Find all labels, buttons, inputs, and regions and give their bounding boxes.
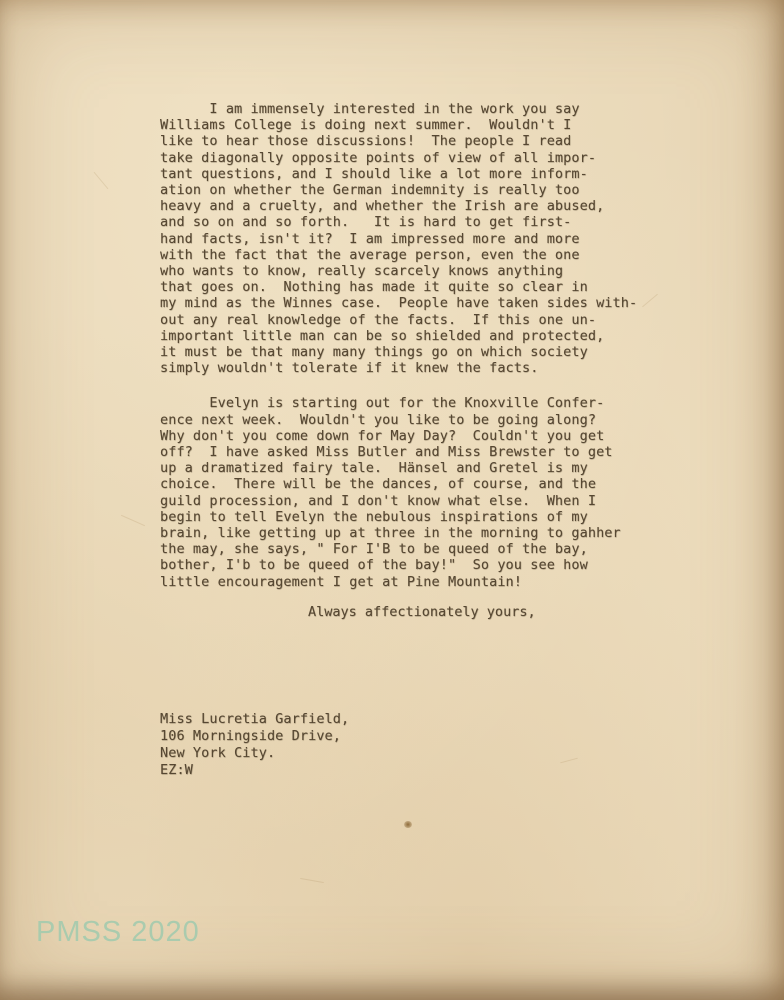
text-line: like to hear those discussions! The people I read bbox=[160, 133, 572, 150]
text-line: begin to tell Evelyn the nebulous inspirations of my bbox=[160, 508, 588, 525]
text-line: my mind as the Winnes case. People have taken sides with- bbox=[160, 295, 638, 312]
text-line: simply wouldn't tolerate if it knew the facts. bbox=[160, 360, 539, 377]
paper-fiber bbox=[300, 878, 324, 883]
text-line: Williams College is doing next summer. Wouldn't I bbox=[160, 117, 572, 134]
recipient-block bbox=[160, 711, 349, 779]
paragraph-2 bbox=[160, 395, 660, 589]
text-line: little encouragement I get at Pine Mountain! bbox=[160, 573, 523, 590]
closing-line: Always affectionately yours, bbox=[308, 603, 536, 620]
text-line: ation on whether the German indemnity is really too bbox=[160, 182, 580, 199]
text-line: out any real knowledge of the facts. If this one un- bbox=[160, 311, 597, 328]
paragraph-1 bbox=[160, 101, 660, 376]
text-line: bother, I'b to be queed of the bay!" So you see how bbox=[160, 557, 588, 574]
text-line: hand facts, isn't it? I am impressed more and more bbox=[160, 230, 580, 247]
text-line: it must be that many many things go on which society bbox=[160, 344, 588, 361]
text-line: New York City. bbox=[160, 745, 276, 761]
text-line: brain, like getting up at three in the morning to gahher bbox=[160, 525, 621, 542]
paper-fiber bbox=[94, 172, 109, 189]
text-line: heavy and a cruelty, and whether the Irish are abused, bbox=[160, 198, 605, 215]
text-line: and so on and so forth. It is hard to get first- bbox=[160, 214, 572, 231]
text-line: Why don't you come down for May Day? Couldn't you get bbox=[160, 427, 605, 444]
text-line: take diagonally opposite points of view of all impor- bbox=[160, 149, 597, 166]
text-line: 106 Morningside Drive, bbox=[160, 728, 342, 744]
paper-fiber bbox=[560, 758, 578, 764]
text-line: Evelyn is starting out for the Knoxville Confer- bbox=[160, 395, 605, 412]
text-line: with the fact that the average person, even the one bbox=[160, 246, 580, 263]
text-line: EZ:W bbox=[160, 762, 193, 778]
text-line: Miss Lucretia Garfield, bbox=[160, 711, 350, 727]
text-line: off? I have asked Miss Butler and Miss Brewster to get bbox=[160, 444, 613, 461]
text-line: the may, she says, " For I'B to be queed of the bay, bbox=[160, 541, 588, 558]
text-line: guild procession, and I don't know what else. When I bbox=[160, 492, 597, 509]
text-line: I am immensely interested in the work you say bbox=[160, 101, 580, 117]
text-line: choice. There will be the dances, of course, and the bbox=[160, 476, 597, 493]
watermark: PMSS 2020 bbox=[36, 916, 200, 948]
text-line: ence next week. Wouldn't you like to be going along? bbox=[160, 411, 597, 428]
text-line: tant questions, and I should like a lot more inform- bbox=[160, 165, 588, 182]
letter-body bbox=[160, 101, 660, 620]
text-line: that goes on. Nothing has made it quite so clear in bbox=[160, 279, 588, 296]
text-line: important little man can be so shielded and protected, bbox=[160, 327, 605, 344]
paper-stain bbox=[404, 821, 412, 828]
paper-fiber bbox=[121, 515, 145, 526]
text-line: up a dramatized fairy tale. Hänsel and Gretel is my bbox=[160, 460, 588, 477]
text-line: who wants to know, really scarcely knows anything bbox=[160, 263, 564, 280]
